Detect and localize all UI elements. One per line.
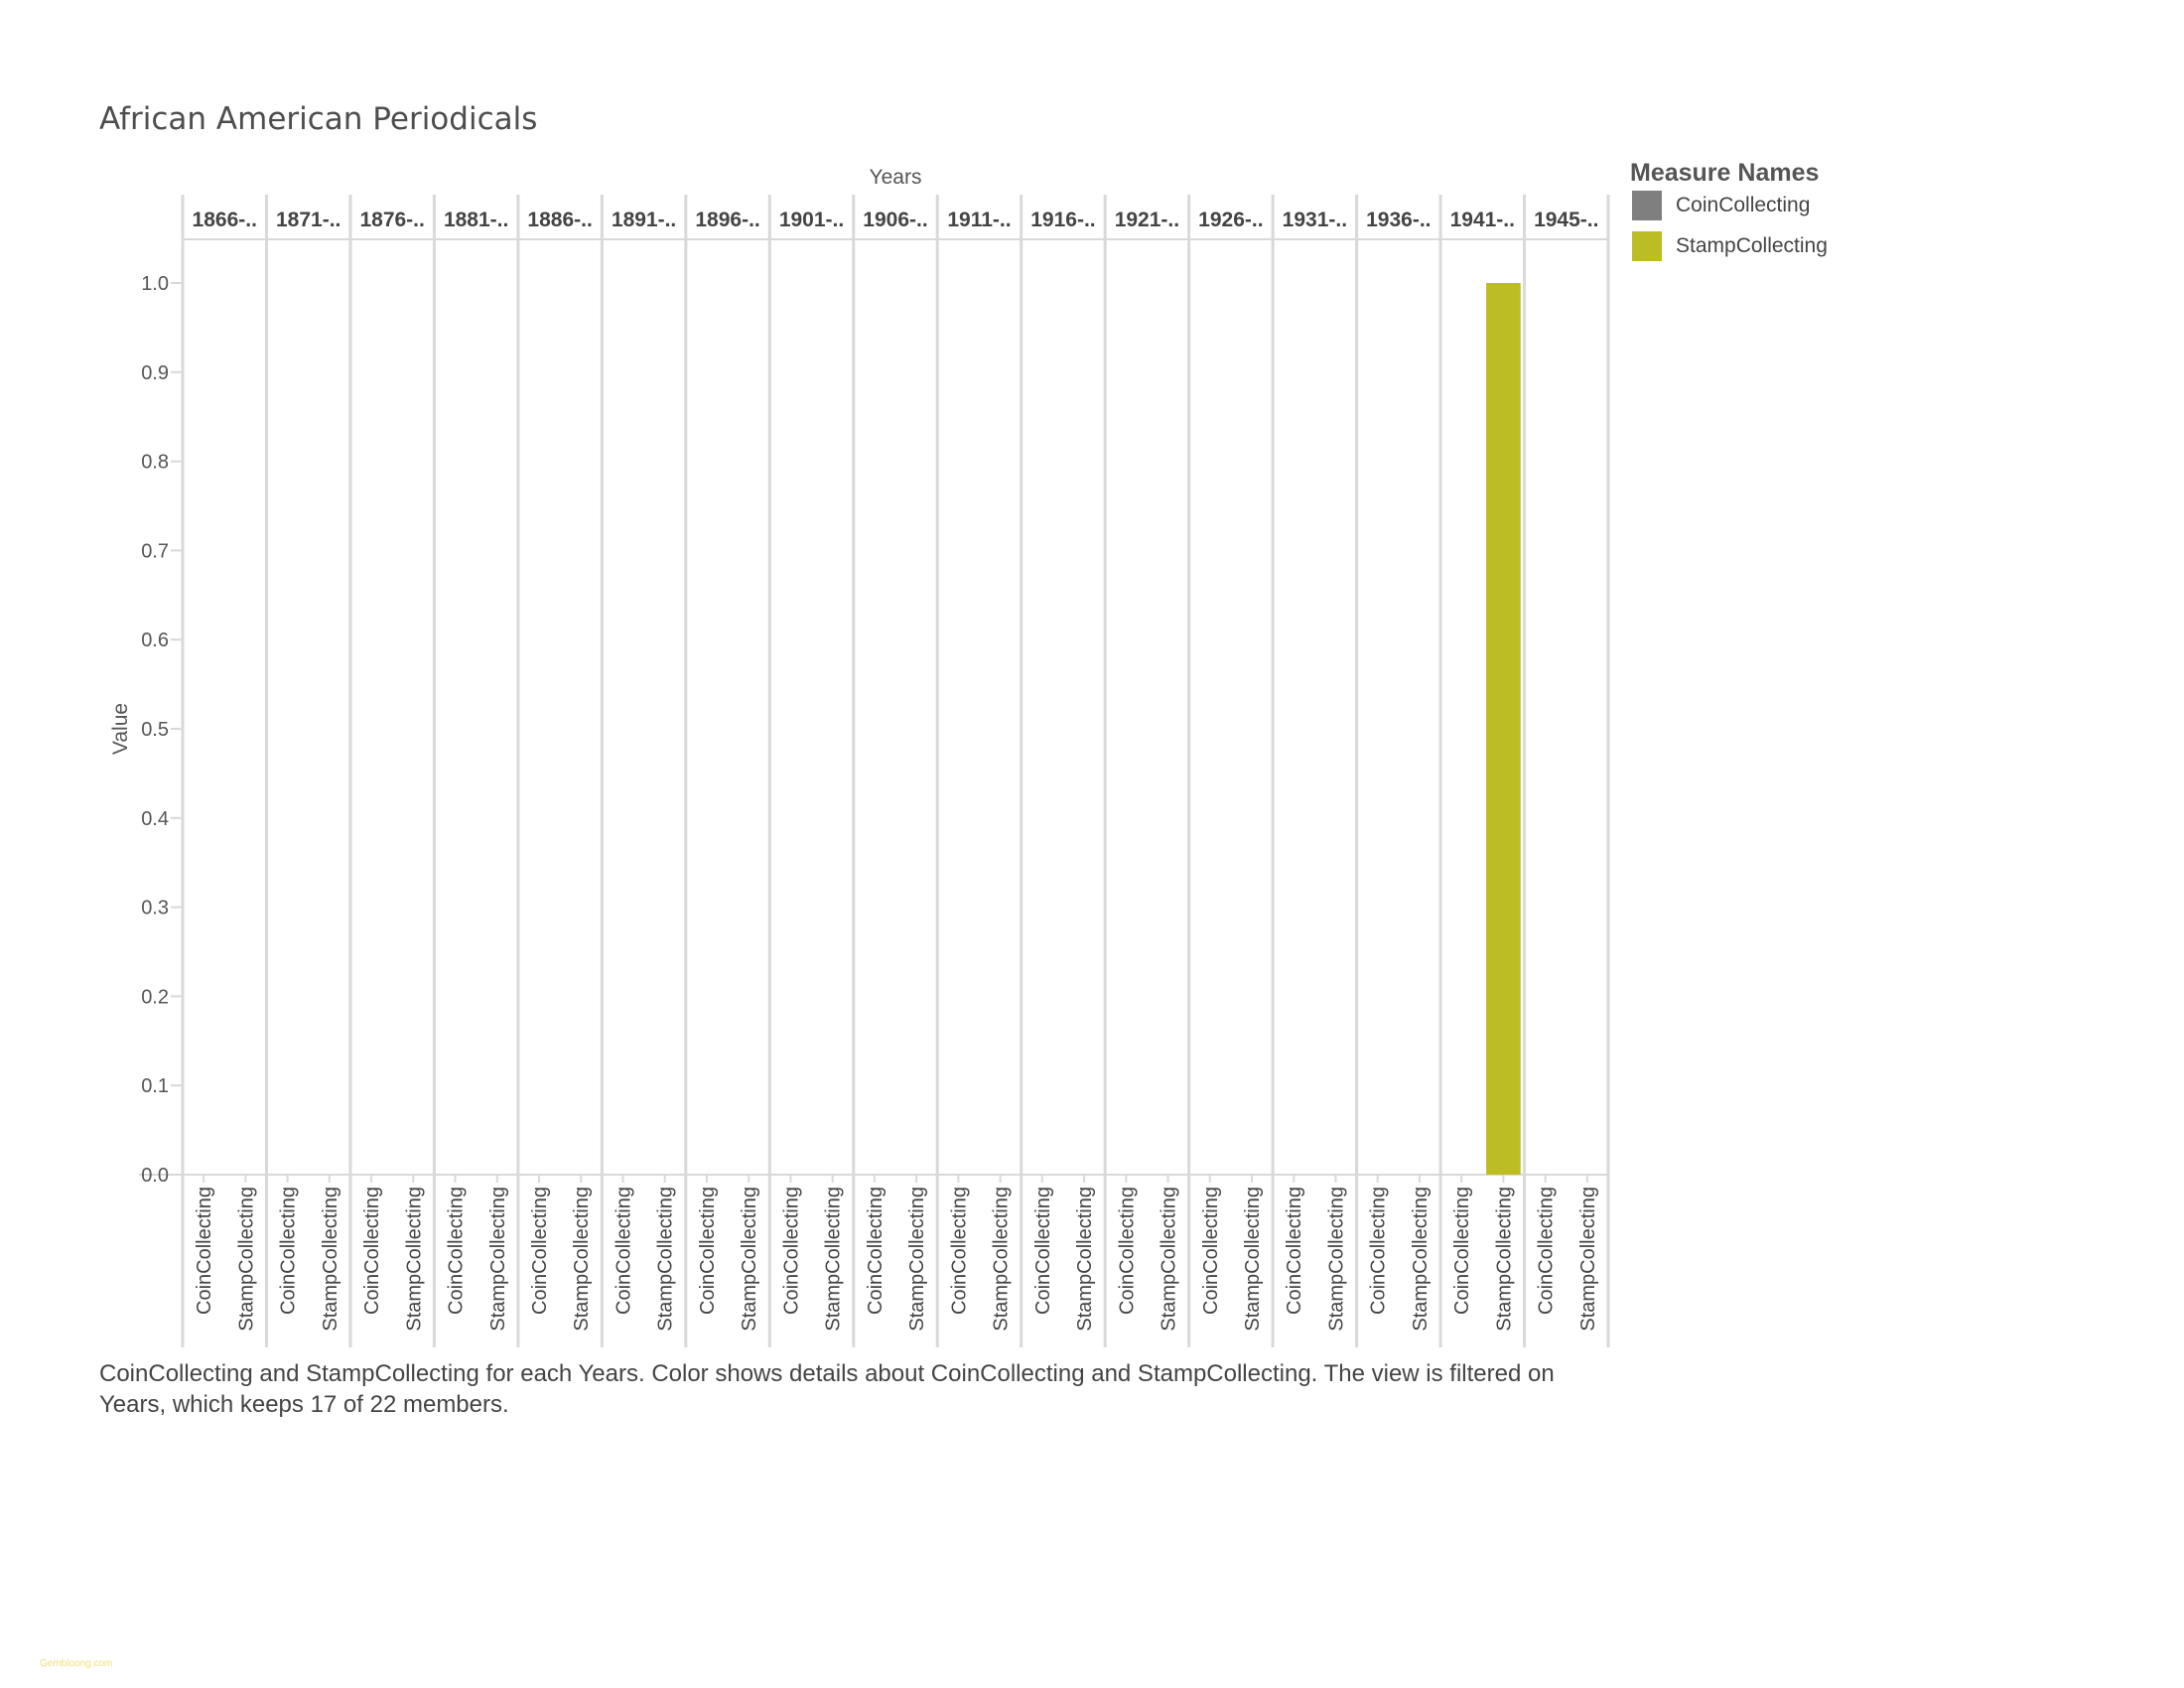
x-sub-label: StampCollecting — [739, 1187, 761, 1332]
category-header: 1876-.. — [359, 209, 425, 231]
legend-swatch-coincollecting — [1632, 191, 1662, 220]
x-sub-label: CoinCollecting — [780, 1187, 803, 1315]
category-header: 1881-.. — [443, 209, 509, 231]
y-tick-label: 0.4 — [141, 807, 169, 830]
category-header: 1866-.. — [192, 209, 257, 231]
x-sub-label: CoinCollecting — [1031, 1187, 1054, 1315]
x-sub-label: CoinCollecting — [613, 1187, 635, 1315]
category-header: 1936-.. — [1366, 209, 1432, 231]
x-sub-label: StampCollecting — [1158, 1187, 1180, 1332]
x-sub-label: StampCollecting — [654, 1187, 677, 1332]
category-header: 1921-.. — [1114, 209, 1180, 231]
x-sub-label: CoinCollecting — [948, 1187, 971, 1315]
y-tick-label: 0.3 — [141, 897, 169, 919]
legend-label-stampcollecting: StampCollecting — [1676, 234, 1828, 257]
x-sub-label: CoinCollecting — [1199, 1187, 1222, 1315]
legend-label-coincollecting: CoinCollecting — [1676, 194, 1811, 216]
legend-swatch-stampcollecting — [1632, 231, 1662, 261]
chart-title: African American Periodicals — [99, 101, 538, 137]
category-header: 1896-.. — [695, 209, 760, 231]
x-sub-label: StampCollecting — [571, 1187, 594, 1332]
x-sub-label: CoinCollecting — [1535, 1187, 1558, 1315]
chart-caption: CoinCollecting and StampCollecting for each Years. Color shows details about CoinCollecting and StampCollecting. The view is filtered on Years, which keeps 17 of 22 members. — [99, 1360, 1555, 1418]
category-header: 1931-.. — [1282, 209, 1348, 231]
x-sub-label: CoinCollecting — [445, 1187, 468, 1315]
x-sub-label: StampCollecting — [1074, 1187, 1097, 1332]
x-sub-label: StampCollecting — [1493, 1187, 1516, 1332]
y-tick-label: 0.2 — [141, 986, 169, 1009]
x-sub-label: CoinCollecting — [277, 1187, 300, 1315]
x-sub-label: CoinCollecting — [1451, 1187, 1474, 1315]
x-sub-label: CoinCollecting — [529, 1187, 551, 1315]
x-sub-label: CoinCollecting — [194, 1187, 216, 1315]
x-sub-label: CoinCollecting — [1284, 1187, 1306, 1315]
x-sub-label: StampCollecting — [235, 1187, 258, 1332]
x-sub-label: CoinCollecting — [696, 1187, 719, 1315]
bar-stampcollecting — [1486, 283, 1521, 1175]
legend-item-coincollecting[interactable] — [1632, 190, 1810, 221]
x-sub-label: StampCollecting — [822, 1187, 845, 1332]
y-tick-label: 0.5 — [141, 719, 169, 741]
category-header: 1911-.. — [947, 209, 1012, 231]
category-header: 1906-.. — [863, 209, 928, 231]
y-tick-label: 0.9 — [141, 361, 169, 384]
category-header: 1916-.. — [1030, 209, 1096, 231]
x-sub-label: StampCollecting — [1576, 1187, 1599, 1332]
legend-title: Measure Names — [1630, 159, 1820, 187]
y-tick-label: 0.0 — [141, 1165, 169, 1187]
x-sub-label: StampCollecting — [403, 1187, 426, 1332]
watermark: Gembloong.com — [40, 1658, 113, 1669]
y-axis-title: Value — [109, 702, 132, 756]
x-sub-label: StampCollecting — [906, 1187, 929, 1332]
y-tick-label: 1.0 — [141, 273, 169, 295]
x-sub-label: CoinCollecting — [361, 1187, 384, 1315]
x-sub-label: StampCollecting — [990, 1187, 1013, 1332]
category-header: 1901-.. — [778, 209, 845, 231]
x-sub-label: StampCollecting — [319, 1187, 341, 1332]
y-tick-label: 0.6 — [141, 630, 169, 652]
category-header: 1871-.. — [276, 209, 341, 231]
x-sub-label: StampCollecting — [486, 1187, 509, 1332]
category-header: 1941-.. — [1449, 209, 1515, 231]
x-sub-label: CoinCollecting — [1116, 1187, 1139, 1315]
x-sub-label: StampCollecting — [1409, 1187, 1432, 1332]
y-tick-label: 0.1 — [141, 1075, 169, 1098]
x-sub-label: CoinCollecting — [864, 1187, 887, 1315]
category-header: 1891-.. — [611, 209, 677, 231]
x-axis-title: Years — [869, 166, 922, 189]
category-header: 1926-.. — [1198, 209, 1264, 231]
y-tick-label: 0.8 — [141, 451, 169, 474]
legend-item-stampcollecting[interactable] — [1632, 230, 1828, 262]
x-sub-label: StampCollecting — [1325, 1187, 1348, 1332]
category-header: 1945-.. — [1534, 209, 1599, 231]
y-tick-label: 0.7 — [141, 540, 169, 563]
x-sub-label: CoinCollecting — [1367, 1187, 1390, 1315]
category-header: 1886-.. — [527, 209, 593, 231]
x-sub-label: StampCollecting — [1242, 1187, 1264, 1332]
